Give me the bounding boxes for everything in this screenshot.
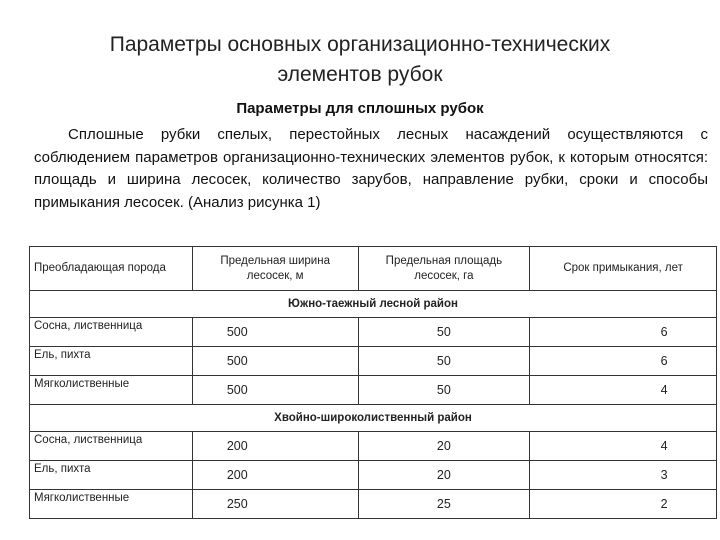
- title-line-1: Параметры основных организационно-технических: [109, 33, 611, 56]
- table-row: [30, 432, 717, 461]
- species-cell: Мягколиственные: [30, 376, 193, 405]
- header-species: Преобладающая порода: [30, 247, 193, 291]
- table-header-row: [30, 247, 717, 291]
- area-cell: 50: [358, 376, 530, 405]
- intro-paragraph-text: Сплошные рубки спелых, перестойных лесных насаждений осуществляются с соблюдением параметров организационно-технических элементов рубок, к которым относятся: площадь и ширина лесосек, количество зарубов, направление рубки, сроки и способы примыкания лесосек. (Анализ рисунка 1): [34, 126, 708, 211]
- species-cell: Сосна, лиственница: [30, 318, 193, 347]
- section-name: Хвойно-широколиственный район: [30, 405, 717, 432]
- header-width: Предельная ширина лесосек, м: [192, 247, 358, 291]
- term-cell: 4: [530, 376, 717, 405]
- intro-paragraph: [34, 124, 708, 214]
- header-term: Срок примыкания, лет: [530, 247, 717, 291]
- term-cell: 6: [530, 347, 717, 376]
- species-cell: Мягколиственные: [30, 490, 193, 519]
- section-row: [30, 405, 717, 432]
- title-line-2: элементов рубок: [277, 63, 443, 86]
- term-cell: 3: [530, 461, 717, 490]
- width-cell: 250: [192, 490, 358, 519]
- width-cell: 200: [192, 461, 358, 490]
- table-row: [30, 490, 717, 519]
- species-cell: Сосна, лиственница: [30, 432, 193, 461]
- area-cell: 50: [358, 318, 530, 347]
- width-cell: 500: [192, 318, 358, 347]
- table-row: [30, 376, 717, 405]
- area-cell: 20: [358, 432, 530, 461]
- section-row: [30, 291, 717, 318]
- parameters-table: [29, 246, 717, 519]
- species-cell: Ель, пихта: [30, 347, 193, 376]
- term-cell: 4: [530, 432, 717, 461]
- area-cell: 50: [358, 347, 530, 376]
- term-cell: 6: [530, 318, 717, 347]
- table-row: [30, 347, 717, 376]
- area-cell: 25: [358, 490, 530, 519]
- section-subtitle: Параметры для сплошных рубок: [236, 100, 484, 117]
- width-cell: 500: [192, 347, 358, 376]
- species-cell: Ель, пихта: [30, 461, 193, 490]
- table-row: [30, 318, 717, 347]
- width-cell: 200: [192, 432, 358, 461]
- term-cell: 2: [530, 490, 717, 519]
- section-name: Южно-таежный лесной район: [30, 291, 717, 318]
- page-title: [0, 30, 720, 90]
- table-row: [30, 461, 717, 490]
- header-area: Предельная площадь лесосек, га: [358, 247, 530, 291]
- width-cell: 500: [192, 376, 358, 405]
- area-cell: 20: [358, 461, 530, 490]
